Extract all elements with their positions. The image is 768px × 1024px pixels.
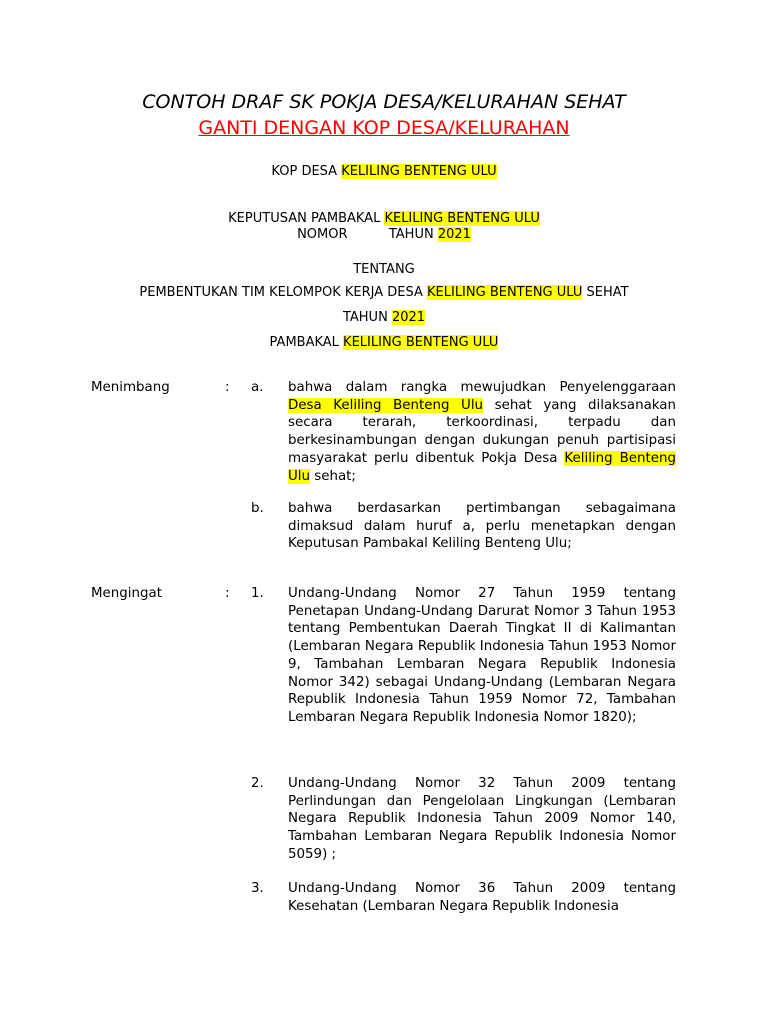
text-run: bahwa berdasarkan pertimbangan sebagaimana dimaksud dalam huruf a, perlu menetapkan dengan Keputusan Pambakal Keliling Benteng Ulu;	[288, 501, 676, 552]
mengingat-marker-3: 3.	[251, 881, 264, 896]
highlighted-text: KELILING BENTENG ULU	[384, 211, 540, 226]
highlighted-text: Keliling Benteng Ulu	[288, 450, 676, 484]
pembentukan-heading	[0, 285, 768, 301]
text-run: Undang-Undang Nomor 36 Tahun 2009 tentang Kesehatan (Lembaran Negara Republik Indonesia	[288, 881, 676, 914]
menimbang-item-b	[288, 500, 676, 553]
mengingat-marker-2: 2.	[251, 776, 264, 791]
mengingat-item-3	[288, 880, 676, 915]
text-run: SEHAT	[582, 285, 629, 300]
highlighted-text: KELILING BENTENG ULU	[427, 285, 583, 300]
document-title: CONTOH DRAF SK POKJA DESA/KELURAHAN SEHAT	[142, 91, 626, 113]
highlighted-text: 2021	[437, 227, 471, 242]
menimbang-marker-b: b.	[251, 501, 264, 516]
highlighted-text: KELILING BENTENG ULU	[341, 164, 497, 179]
menimbang-item-a	[288, 379, 676, 485]
tahun-line	[0, 310, 768, 326]
text-run: TAHUN	[342, 310, 392, 325]
text-run: KEPUTUSAN PAMBAKAL	[228, 211, 385, 226]
mengingat-colon: :	[225, 586, 230, 601]
nomor-tahun-line	[0, 227, 768, 243]
text-run: bahwa dalam rangka mewujudkan Penyelenggaraan	[288, 380, 676, 395]
text-run: KOP DESA	[271, 164, 342, 179]
text-run: NOMOR TAHUN	[297, 227, 438, 242]
mengingat-label: Mengingat	[91, 586, 162, 601]
highlighted-text: 2021	[391, 310, 426, 325]
menimbang-colon: :	[225, 380, 230, 395]
mengingat-item-1	[288, 585, 676, 727]
kop-desa-line	[0, 164, 768, 180]
text-run: sehat yang dilaksanakan secara terarah, terkoordinasi, terpadu dan berkesinambungan dengan dukungan penuh partisipasi masyarakat perlu dibentuk Pokja Desa	[288, 397, 676, 466]
text-run: Undang-Undang Nomor 27 Tahun 1959 tentang Penetapan Undang-Undang Darurat Nomor 3 Tahun 1953 tentang Pembentukan Daerah Tingkat II di Kalimantan (Lembaran Negara Republik Indonesia Tahun 1953 Nomor 9, Tambahan Lembaran Negara Republik Indonesia Nomor 342) sebagai Undang-Undang (Lembaran Negara Republik Indonesia Tahun 1959 Nomor 72, Tambahan Lembaran Negara Republik Indonesia Nomor 1820);	[288, 586, 676, 725]
tentang-heading: TENTANG	[353, 262, 415, 277]
highlighted-text: Desa Keliling Benteng Ulu	[288, 397, 484, 413]
mengingat-marker-1: 1.	[251, 586, 264, 601]
menimbang-label: Menimbang	[91, 380, 170, 395]
letterhead-instruction: GANTI DENGAN KOP DESA/KELURAHAN	[198, 117, 570, 139]
mengingat-item-2	[288, 775, 676, 864]
text-run: Undang-Undang Nomor 32 Tahun 2009 tentang Perlindungan dan Pengelolaan Lingkungan (Lembaran Negara Republik Indonesia Tahun 2009 Nomor 140, Tambahan Lembaran Negara Republik Indonesia Nomor 5059) ;	[288, 776, 676, 862]
keputusan-heading	[0, 211, 768, 227]
text-run: PEMBENTUKAN TIM KELOMPOK KERJA DESA	[139, 285, 427, 300]
menimbang-marker-a: a.	[251, 380, 264, 395]
pambakal-heading	[0, 335, 768, 351]
text-run: PAMBAKAL	[269, 335, 344, 350]
highlighted-text: KELILING BENTENG ULU	[343, 335, 499, 350]
text-run: sehat;	[310, 468, 356, 484]
